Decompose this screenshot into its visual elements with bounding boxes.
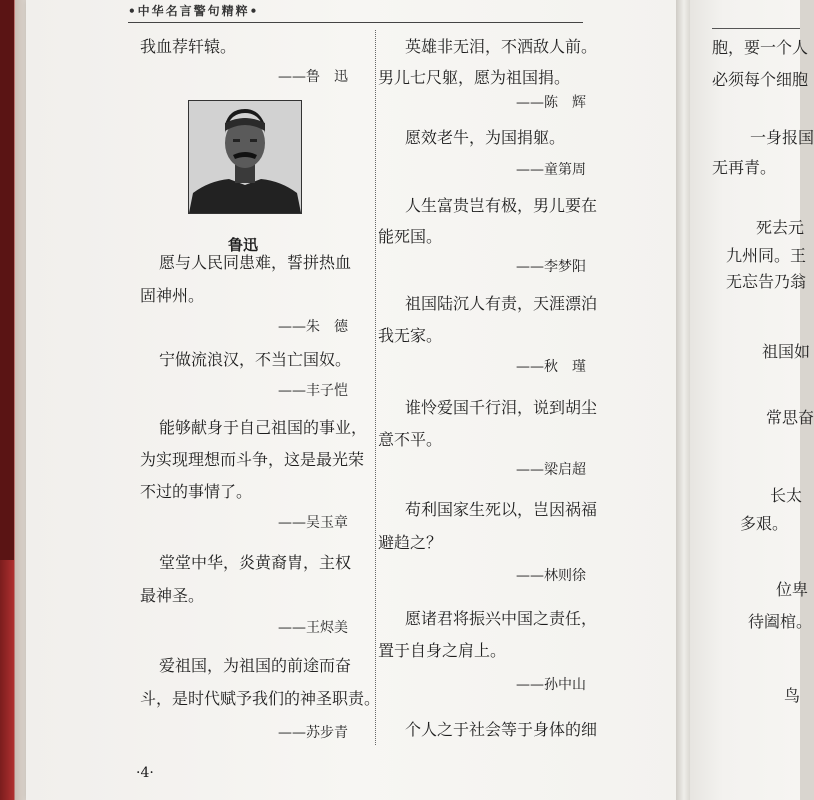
quote-line: 祖国陆沉人有责，天涯漂泊 [405,294,598,313]
quote-line: 个人之于社会等于身体的细 [405,720,598,739]
quote-line: 意不平。 [378,430,443,449]
quote-line: 愿效老牛，为国捐躯。 [405,128,566,147]
facing-text: 无忘告乃翁 [726,272,807,291]
quote-author: ——秋 瑾 [516,359,586,375]
facing-text: 死去元 [756,218,805,237]
quote-line: 英雄非无泪，不洒敌人前。 [405,37,598,56]
quote-author: ——童第周 [516,162,586,178]
facing-text: 常思奋 [766,408,814,427]
facing-text: 九州同。王 [726,246,807,265]
facing-text: 无再青。 [712,158,777,177]
quote-line: 避趋之？ [378,533,443,552]
quote-line: 宁做流浪汉，不当亡国奴。 [159,350,352,369]
quote-line: 男儿七尺躯，愿为祖国捐。 [378,68,571,87]
quote-line: 我无家。 [378,326,443,345]
quote-author: ——鲁 迅 [278,69,348,85]
quote-line: 最神圣。 [140,586,205,605]
quote-line: 为实现理想而斗争，这是最光荣 [140,450,365,469]
facing-text: 多艰。 [740,514,789,533]
facing-text: 待阖棺。 [748,612,813,631]
quote-line: 能够献身于自己祖国的事业， [159,418,368,437]
page-number: ·4· [136,765,154,781]
quote-line: 固神州。 [140,286,205,305]
quote-line: 爱祖国，为祖国的前途而奋 [159,656,352,675]
quote-line: 愿诸君将振兴中国之责任， [405,609,598,628]
quote-line: 置于自身之肩上。 [378,641,507,660]
quote-line: 谁怜爱国千行泪，说到胡尘 [405,398,598,417]
quote-line: 斗，是时代赋予我们的神圣职责。 [140,689,381,708]
book-cover-edge [0,0,14,560]
quote-line: 堂堂中华，炎黄裔胄，主权 [159,553,352,572]
facing-text: 必须每个细胞 [712,70,809,89]
quote-line: 愿与人民同患难，誓拼热血 [159,253,352,272]
quote-author: ——孙中山 [516,677,586,693]
facing-text: 一身报国 [750,128,814,147]
facing-text: 长太 [770,486,803,505]
quote-author: ——朱 德 [278,319,348,335]
quote-author: ——陈 辉 [516,95,586,111]
facing-header-rule [712,28,800,29]
quote-author: ——苏步青 [278,725,348,741]
facing-text: 胞，要一个人 [712,38,809,57]
quote-line: 苟利国家生死以，岂因祸福 [405,500,598,519]
quote-author: ——王烬美 [278,620,348,636]
running-header: •中华名言警句精粹• [128,4,260,18]
quote-line: 我血荐轩辕。 [140,37,237,56]
facing-page [690,0,803,800]
quote-author: ——吴玉章 [278,515,348,531]
quote-author: ——梁启超 [516,462,586,478]
quote-author: ——林则徐 [516,568,586,584]
facing-text: 祖国如 [762,342,811,361]
quote-line: 不过的事情了。 [140,482,253,501]
quote-line: 能死国。 [378,227,443,246]
facing-text: 位卑 [776,580,809,599]
portrait-image [188,100,302,214]
column-divider [375,30,376,745]
facing-text: 鸟 [784,686,801,705]
header-rule [128,22,583,23]
quote-author: ——李梦阳 [516,259,586,275]
quote-line: 人生富贵岂有极，男儿要在 [405,196,598,215]
portrait-caption: 鲁迅 [228,236,259,254]
quote-author: ——丰子恺 [278,383,348,399]
